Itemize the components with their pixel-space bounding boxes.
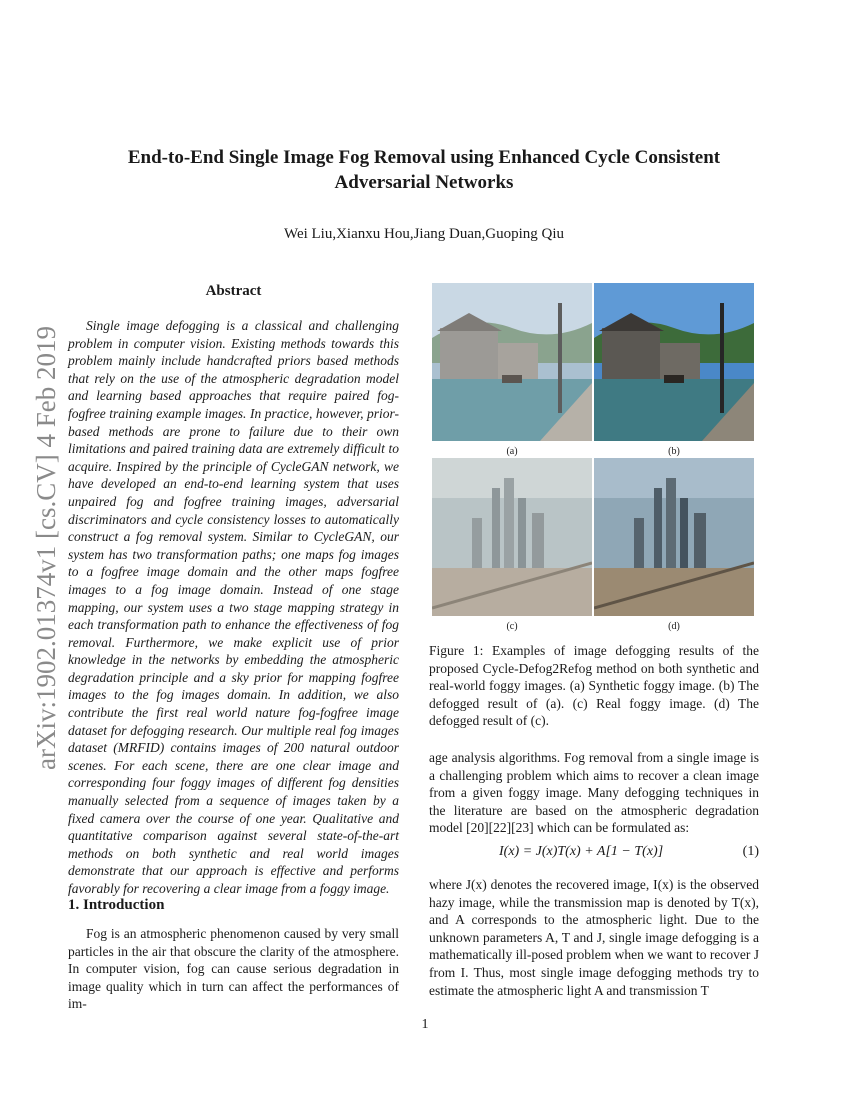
- panel-label-a: (a): [506, 446, 518, 457]
- paper-title: End-to-End Single Image Fog Removal using Enhanced Cycle Consistent Adversarial Networks: [127, 147, 721, 193]
- introduction-heading: 1. Introduction: [68, 897, 165, 913]
- figure-panel-real-foggy: [432, 458, 592, 616]
- introduction-text: Fog is an atmospheric phenomenon caused by very small particles in the air that obscure the clarity of the atmosphere. In computer vision, fog can cause serious degradation in image quality which in turn can affect the performances of im-: [68, 926, 399, 1012]
- panel-label-b: (b): [668, 446, 680, 457]
- body-paragraph-2: where J(x) denotes the recovered image, I(x) is the observed hazy image, while the transmission map is denoted by T(x), and A corresponds to the atmospheric light. Due to the unknown parameters A, T and J, single image defogging is a mathematically ill-posed problem when we want to recover J from I. Thus, most single image defogging methods try to estimate the atmospheric light A and transmission T: [429, 877, 759, 998]
- figure-panel-defogged-synthetic: [594, 283, 754, 441]
- arxiv-identifier-stamp: [12, 300, 72, 780]
- abstract-heading: Abstract: [205, 283, 262, 299]
- equation-number: (1): [742, 844, 759, 859]
- figure-panel-defogged-real: [594, 458, 754, 616]
- equation-formula: I(x) = J(x)T(x) + A[1 − T(x)]: [499, 844, 664, 859]
- panel-label-c: (c): [506, 621, 518, 632]
- figure-caption: Figure 1: Examples of image defogging results of the proposed Cycle-Defog2Refog method on both synthetic and real-world foggy images. (a) Synthetic foggy image. (b) The defogged result of (a). (c) Real foggy image. (d) The defogged result of (c).: [429, 643, 759, 729]
- panel-label-d: (d): [668, 621, 680, 632]
- abstract-text: Single image defogging is a classical and challenging problem in computer vision. Existing methods towards this problem mainly include handcrafted priors based methods that rely on the use of the atmospheric degradation model and learning based approaches that require paired fog-fogfree training example images. In practice, however, prior-based methods are prone to failure due to their own limitations and paired training data are extremely difficult to acquire. Inspired by the principle of CycleGAN network, we have developed an end-to-end learning system that uses unpaired fog and fogfree training images, adversarial discriminators and cycle consistency losses to automatically construct a fog removal system. Similar to CycleGAN, our system has two transformation paths; one maps fog images to a fogfree image domain and the other maps fogfree images to a fog image domain. Instead of one stage mapping, our system uses a two stage mapping strategy in each transformation path to enhance the effectiveness of fog removal. Furthermore, we make explicit use of prior knowledge in the networks by embedding the atmospheric degradation principle and a sky prior for mapping fogfree images to the fog images domain. In addition, we also contribute the first real world nature fog-fogfree image dataset for defogging research. Our multiple real fog images dataset (MRFID) contains images of 200 natural outdoor scenes. For each scene, there are one clear image and corresponding four foggy images of different fog densities manually selected from a sequence of images taken by a fixed camera over the course of one year. Qualitative and quantitative comparison against several state-of-the-art methods on both synthetic and real world images demonstrate that our approach is effective and performs favorably for recovering a clear image from a foggy image.: [68, 318, 399, 896]
- figure-panel-synthetic-foggy: [432, 283, 592, 441]
- author-list: Wei Liu,Xianxu Hou,Jiang Duan,Guoping Qiu: [283, 226, 564, 242]
- body-paragraph-1: age analysis algorithms. Fog removal from a single image is a challenging problem which aims to recover a clean image from a given foggy image. Many defogging techniques in the literature are based on the atmospheric degradation model [20][22][23] which can be formulated as:: [429, 750, 759, 836]
- page-number: 1: [421, 1017, 429, 1032]
- arxiv-identifier-text: arXiv:1902.01374v1 [cs.CV] 4 Feb 2019: [31, 326, 61, 770]
